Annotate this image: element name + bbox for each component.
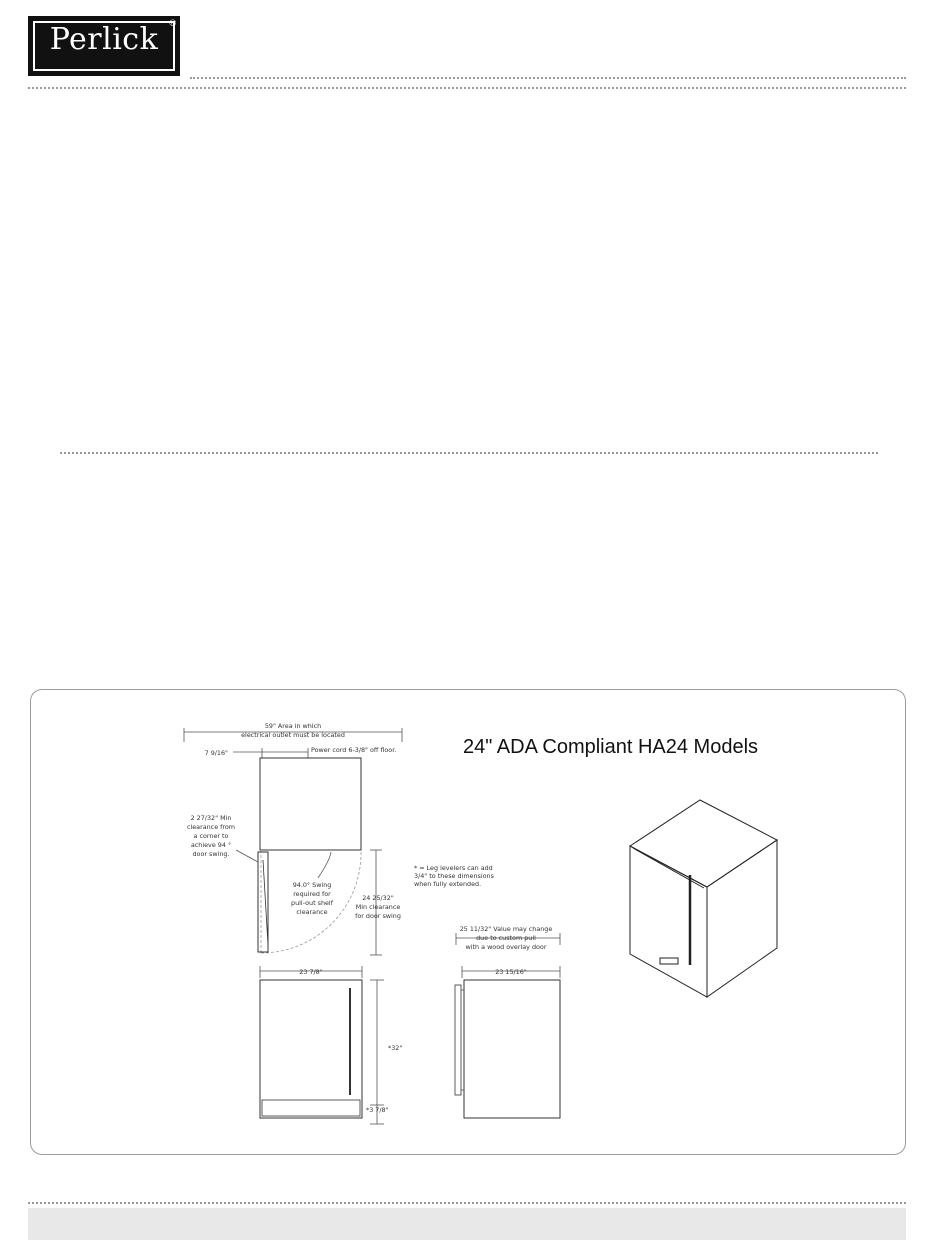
footer-band xyxy=(28,1208,906,1240)
cabinet-side-view xyxy=(464,980,560,1118)
side-door-handle xyxy=(455,985,461,1095)
cabinet-front-view xyxy=(260,980,362,1118)
leveler-note-1: * = Leg levelers can add xyxy=(414,864,493,872)
swing-note-3: pull-out shelf xyxy=(291,899,333,907)
side-note-3: with a wood overlay door xyxy=(465,943,547,951)
corner-clearance-3: a corner to xyxy=(193,832,229,840)
front-width-label: 23 7/8" xyxy=(299,968,323,976)
front-height-label: *32" xyxy=(388,1044,403,1052)
swing-note-2: required for xyxy=(293,890,331,898)
toe-kick-label: *3 7/8" xyxy=(366,1106,389,1114)
leveler-note-3: when fully extended. xyxy=(414,880,482,888)
panel-title: 24" ADA Compliant HA24 Models xyxy=(463,736,759,758)
swing-note-4: clearance xyxy=(296,908,328,916)
side-note-1: 25 11/32" Value may change xyxy=(459,925,553,933)
side-note-2: due to custom pull xyxy=(476,934,536,942)
side-depth-label: 23 15/16" xyxy=(495,968,527,976)
outlet-area-label-1: 59" Area in which xyxy=(264,722,322,730)
corner-clearance-1: 2 27/32" Min xyxy=(190,814,232,822)
corner-clearance-4: achieve 94 ° xyxy=(190,841,232,849)
toe-kick-grille xyxy=(262,1100,360,1116)
min-clearance-2: Min clearance xyxy=(355,903,401,911)
power-cord-label: Power cord 6-3/8" off floor. xyxy=(311,746,397,754)
leveler-note-2: 3/4" to these dimensions xyxy=(414,872,494,880)
swing-note-1: 94.0° Swing xyxy=(292,881,332,889)
corner-clearance-2: clearance from xyxy=(186,823,236,831)
min-clearance-1: 24 25/32" xyxy=(362,894,394,902)
offset-label: 7 9/16" xyxy=(204,749,228,757)
isometric-view xyxy=(630,800,777,997)
swing-leader xyxy=(318,852,331,878)
logo-wordmark: Perlick xyxy=(49,22,159,57)
open-door xyxy=(258,852,268,952)
registered-mark: ® xyxy=(169,18,176,28)
cabinet-top-view xyxy=(260,758,361,850)
corner-leader xyxy=(236,850,258,862)
min-clearance-3: for door swing xyxy=(355,912,401,920)
corner-clearance-5: door swing. xyxy=(192,850,230,858)
outlet-area-label-2: electrical outlet must be located xyxy=(241,731,345,739)
